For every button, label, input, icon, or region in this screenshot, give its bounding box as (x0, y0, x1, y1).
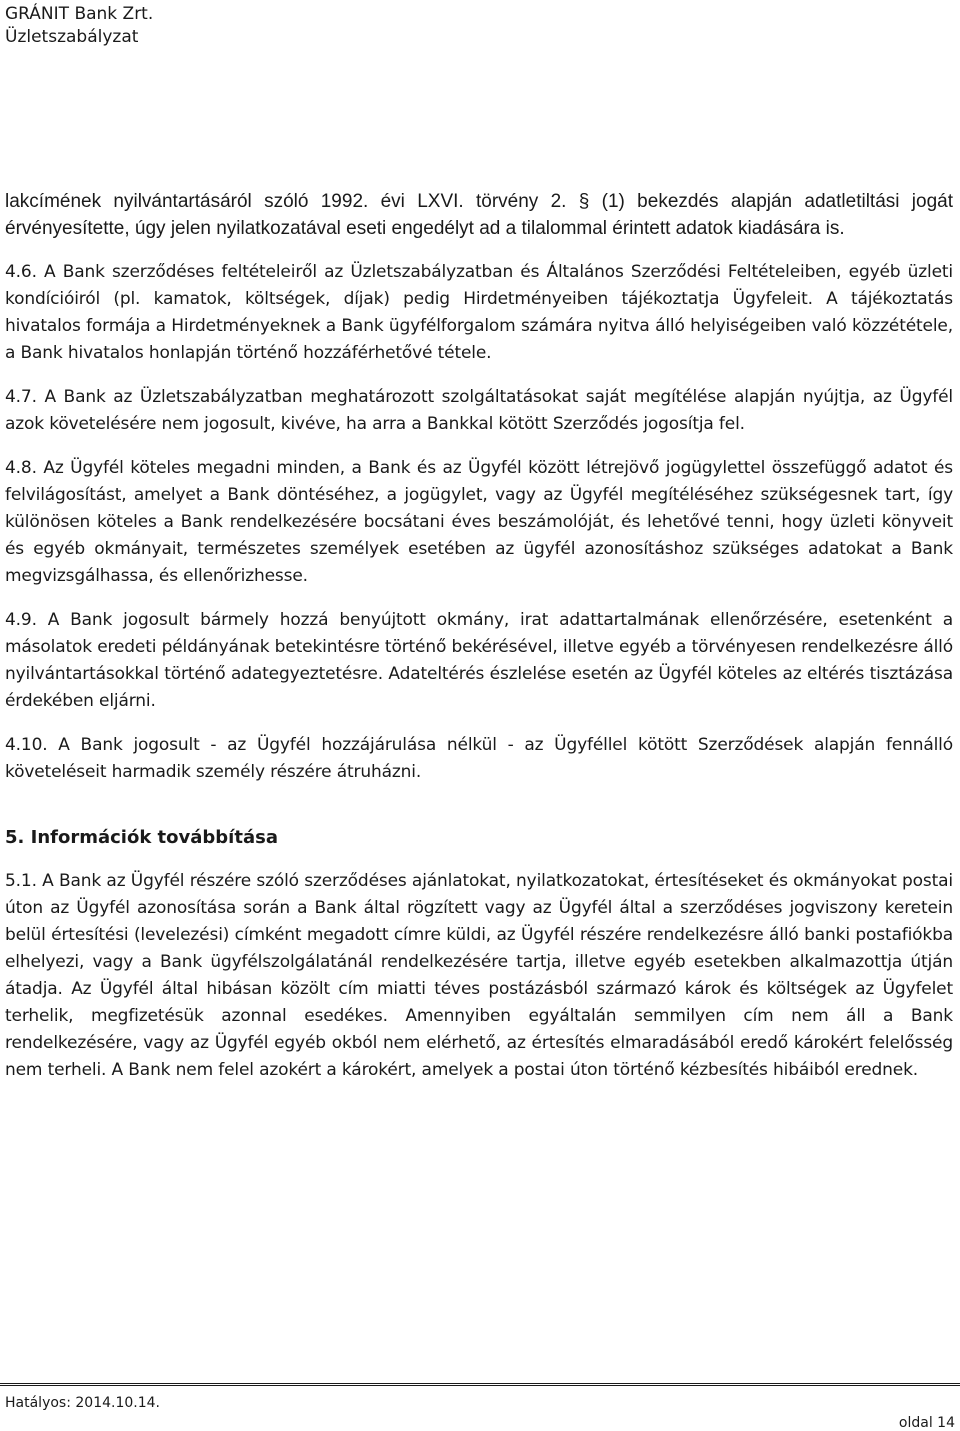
paragraph-4-9: 4.9. A Bank jogosult bármely hozzá benyújtott okmány, irat adattartalmának ellenőrzésére, esetenként a másolatok eredeti példányának betekintésre történő bekérésével, illetve egyéb a törvényesen rendelkezésre álló nyilvántartásokkal történő adategyeztetésre. Adateltérés észlelése esetén az Ügyfél köteles az eltérés tisztázása érdekében eljárni. (5, 610, 953, 711)
footer-divider (0, 1383, 960, 1386)
paragraph-4-8: 4.8. Az Ügyfél köteles megadni minden, a Bank és az Ügyfél között létrejövő jogügylettel összefüggő adatot és felvilágosítást, amelyet a Bank döntéséhez, a jogügylet, vagy az Ügyfél megítéléséhez szükségesnek tart, így különösen köteles a Bank rendelkezésére bocsátani éves beszámolóját, és lehetővé tenni, hogy üzleti könyveit és egyéb okmányait, természetes személyek esetében az ügyfél azonosításhoz szükséges adatokat a Bank megvizsgálhassa, és ellenőrizhesse. (5, 458, 953, 586)
company-name: GRÁNIT Bank Zrt. (5, 4, 154, 24)
document-title: Üzletszabályzat (5, 27, 139, 47)
paragraph-4-5-continued: lakcímének nyilvántartásáról szóló 1992. évi LXVI. törvény 2. § (1) bekezdés alapján adatletiltási jogát érvényesítette, úgy jelen nyilatkozatával eseti engedélyt ad a tilalommal érintett adatok kiadására is. (5, 191, 953, 239)
paragraph-4-6: 4.6. A Bank szerződéses feltételeiről az Üzletszabályzatban és Általános Szerződési Feltételeiben, egyéb üzleti kondícióiról (pl. kamatok, költségek, díjak) pedig Hirdetményeiben tájékoztatja Ügyfeleit. A tájékoztatás hivatalos formája a Hirdetményeknek a Bank ügyfélforgalom számára nyitva álló helyiségeiben való közzététele, a Bank hivatalos honlapján történő hozzáférhetővé tétele. (5, 262, 953, 363)
paragraph-5-1: 5.1. A Bank az Ügyfél részére szóló szerződéses ajánlatokat, nyilatkozatokat, értesítéseket és okmányokat postai úton az Ügyfél azonosítása során a Bank által rögzített vagy az Ügyfél által a szerződéses jogviszony keretein belül értesítési (levelezési) címként megadott címre küldi, az Ügyfél részére rendelkezésre álló banki postafiókba elhelyezi, vagy a Bank ügyfélszolgálatánál rendelkezésére tartja, illetve egyéb esetekben alkalmazottja útján átadja. Az Ügyfél által hibásan közölt cím miatti téves postázásból származó károk és költségek az Ügyfelet terhelik, megfizetésük azonnal esedékes. Amennyiben egyáltalán semmilyen cím nem áll a Bank rendelkezésére, vagy az Ügyfél egyéb okból nem elérhető, az értesítés elmaradásából eredő károkért felelősség nem terheli. A Bank nem felel azokért a károkért, amelyek a postai úton történő kézbesítés hibáiból erednek. (5, 871, 953, 1080)
document-body (5, 188, 953, 1101)
page-number: oldal 14 (898, 1415, 955, 1431)
paragraph-4-10: 4.10. A Bank jogosult - az Ügyfél hozzájárulása nélkül - az Ügyféllel kötött Szerződések alapján fennálló követeléseit harmadik személy részére átruházni. (5, 735, 953, 782)
section-heading: 5. Információk továbbítása (5, 827, 278, 848)
paragraph-4-7: 4.7. A Bank az Üzletszabályzatban meghatározott szolgáltatásokat saját megítélése alapján nyújtja, az Ügyfél azok követelésére nem jogosult, kivéve, ha arra a Bankkal kötött Szerződés jogosítja fel. (5, 387, 953, 434)
effective-date: Hatályos: 2014.10.14. (5, 1395, 160, 1411)
page-header (5, 3, 153, 49)
